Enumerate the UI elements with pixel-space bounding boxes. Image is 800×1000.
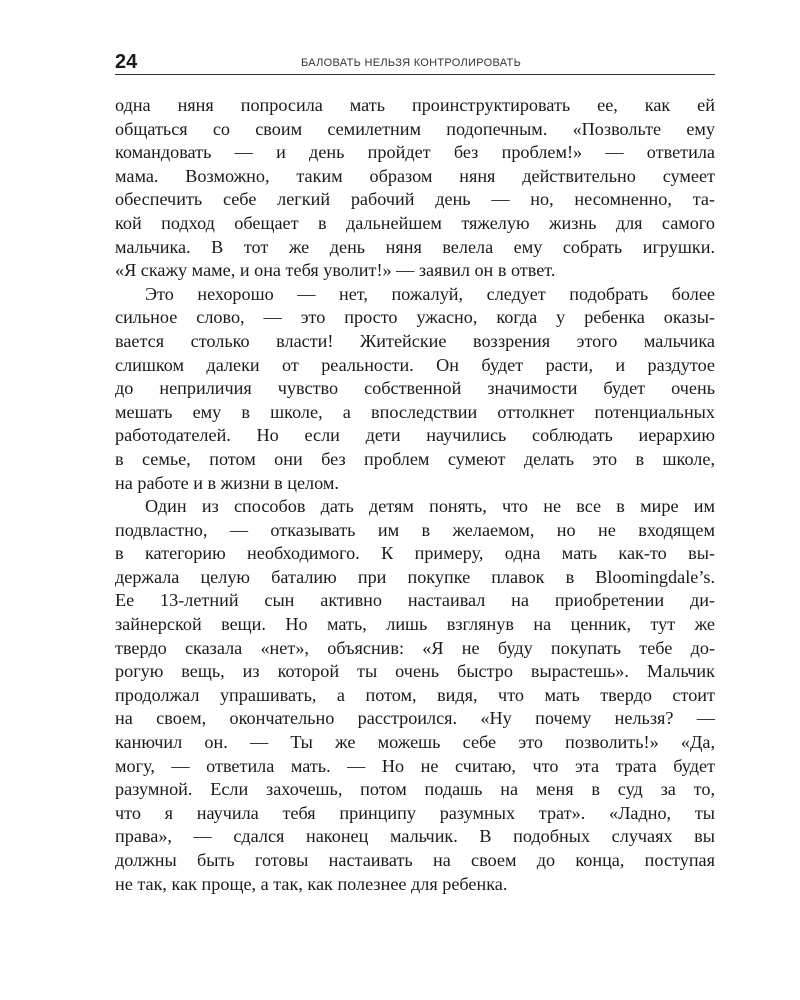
text-line: должны быть готовы настаивать на своем до конца, поступая	[115, 850, 715, 870]
text-line: кой подход обещает в дальнейшем тяжелую жизнь для самого	[115, 212, 715, 233]
text-line: канючил он. — Ты же можешь себе это позволить!» «Да,	[115, 732, 715, 753]
page-header	[115, 50, 715, 76]
text-line: Один из способов дать детям понять, что не все в мире им	[145, 496, 715, 517]
text-line: подвластно, — отказывать им в желаемом, но не входящем	[115, 519, 715, 540]
paragraph	[115, 495, 715, 896]
running-title: БАЛОВАТЬ НЕЛЬЗЯ КОНТРОЛИРОВАТЬ	[301, 57, 522, 69]
text-line: могу, — ответила мать. — Но не считаю, что эта трата будет	[115, 755, 715, 776]
text-line: Это нехорошо — нет, пожалуй, следует подобрать более	[145, 283, 715, 304]
text-line: рогую вещь, из которой ты очень быстро вырастешь». Мальчик	[115, 661, 715, 682]
text-line: одна няня попросила мать проинструктировать ее, как ей	[115, 95, 715, 115]
text-line: в семье, потом они без проблем сумеют делать это в школе,	[115, 448, 715, 469]
text-line: слишком далеки от реальности. Он будет расти, и раздутое	[115, 354, 715, 375]
text-line: мальчика. В тот же день няня велела ему собрать игрушки.	[115, 236, 715, 257]
text-line: разумной. Если захочешь, потом подашь на меня в суд за то,	[115, 779, 715, 800]
page-number: 24	[115, 51, 138, 73]
text-line: командовать — и день пройдет без проблем!» — ответила	[115, 142, 715, 163]
text-line: держала целую баталию при покупке плавок в Bloomingdale’s.	[115, 566, 715, 587]
text-line: до неприличия чувство собственной значимости будет очень	[115, 378, 715, 399]
text-line: общаться со своим семилетним подопечным. «Позвольте ему	[115, 118, 715, 139]
text-line: что я научила тебя принципу разумных трат». «Ладно, ты	[115, 802, 715, 823]
text-line: не так, как проще, а так, как полезнее для ребенка.	[115, 873, 508, 894]
text-line: обеспечить себе легкий рабочий день — но, несомненно, та-	[115, 189, 715, 210]
text-line: твердо сказала «нет», объяснив: «Я не буду покупать тебе до-	[115, 637, 715, 658]
body-text	[115, 94, 715, 896]
text-line: в категорию необходимого. К примеру, одна мать как-то вы-	[115, 543, 715, 564]
header-rule	[115, 74, 715, 75]
paragraph	[115, 94, 715, 283]
text-line: сильное слово, — это просто ужасно, когда у ребенка оказы-	[115, 307, 715, 328]
text-line: работодателей. Но если дети научились соблюдать иерархию	[115, 425, 715, 446]
text-line: на работе и в жизни в целом.	[115, 472, 339, 493]
text-line: зайнерской вещи. Но мать, лишь взглянув на ценник, тут же	[115, 614, 715, 635]
text-line: Ее 13-летний сын активно настаивал на приобретении ди-	[115, 590, 715, 611]
text-line: на своем, окончательно расстроился. «Ну почему нельзя? —	[115, 708, 715, 729]
text-line: мама. Возможно, таким образом няня действительно сумеет	[115, 165, 715, 186]
text-line: мешать ему в школе, а впоследствии оттолкнет потенциальных	[115, 401, 715, 422]
text-line: «Я скажу маме, и она тебя уволит!» — заявил он в ответ.	[115, 260, 556, 281]
text-line: продолжал упрашивать, а потом, видя, что мать твердо стоит	[115, 684, 715, 705]
text-line: вается столько власти! Житейские воззрения этого мальчика	[115, 330, 715, 351]
text-line: права», — сдался наконец мальчик. В подобных случаях вы	[115, 826, 715, 847]
paragraph	[115, 283, 715, 495]
